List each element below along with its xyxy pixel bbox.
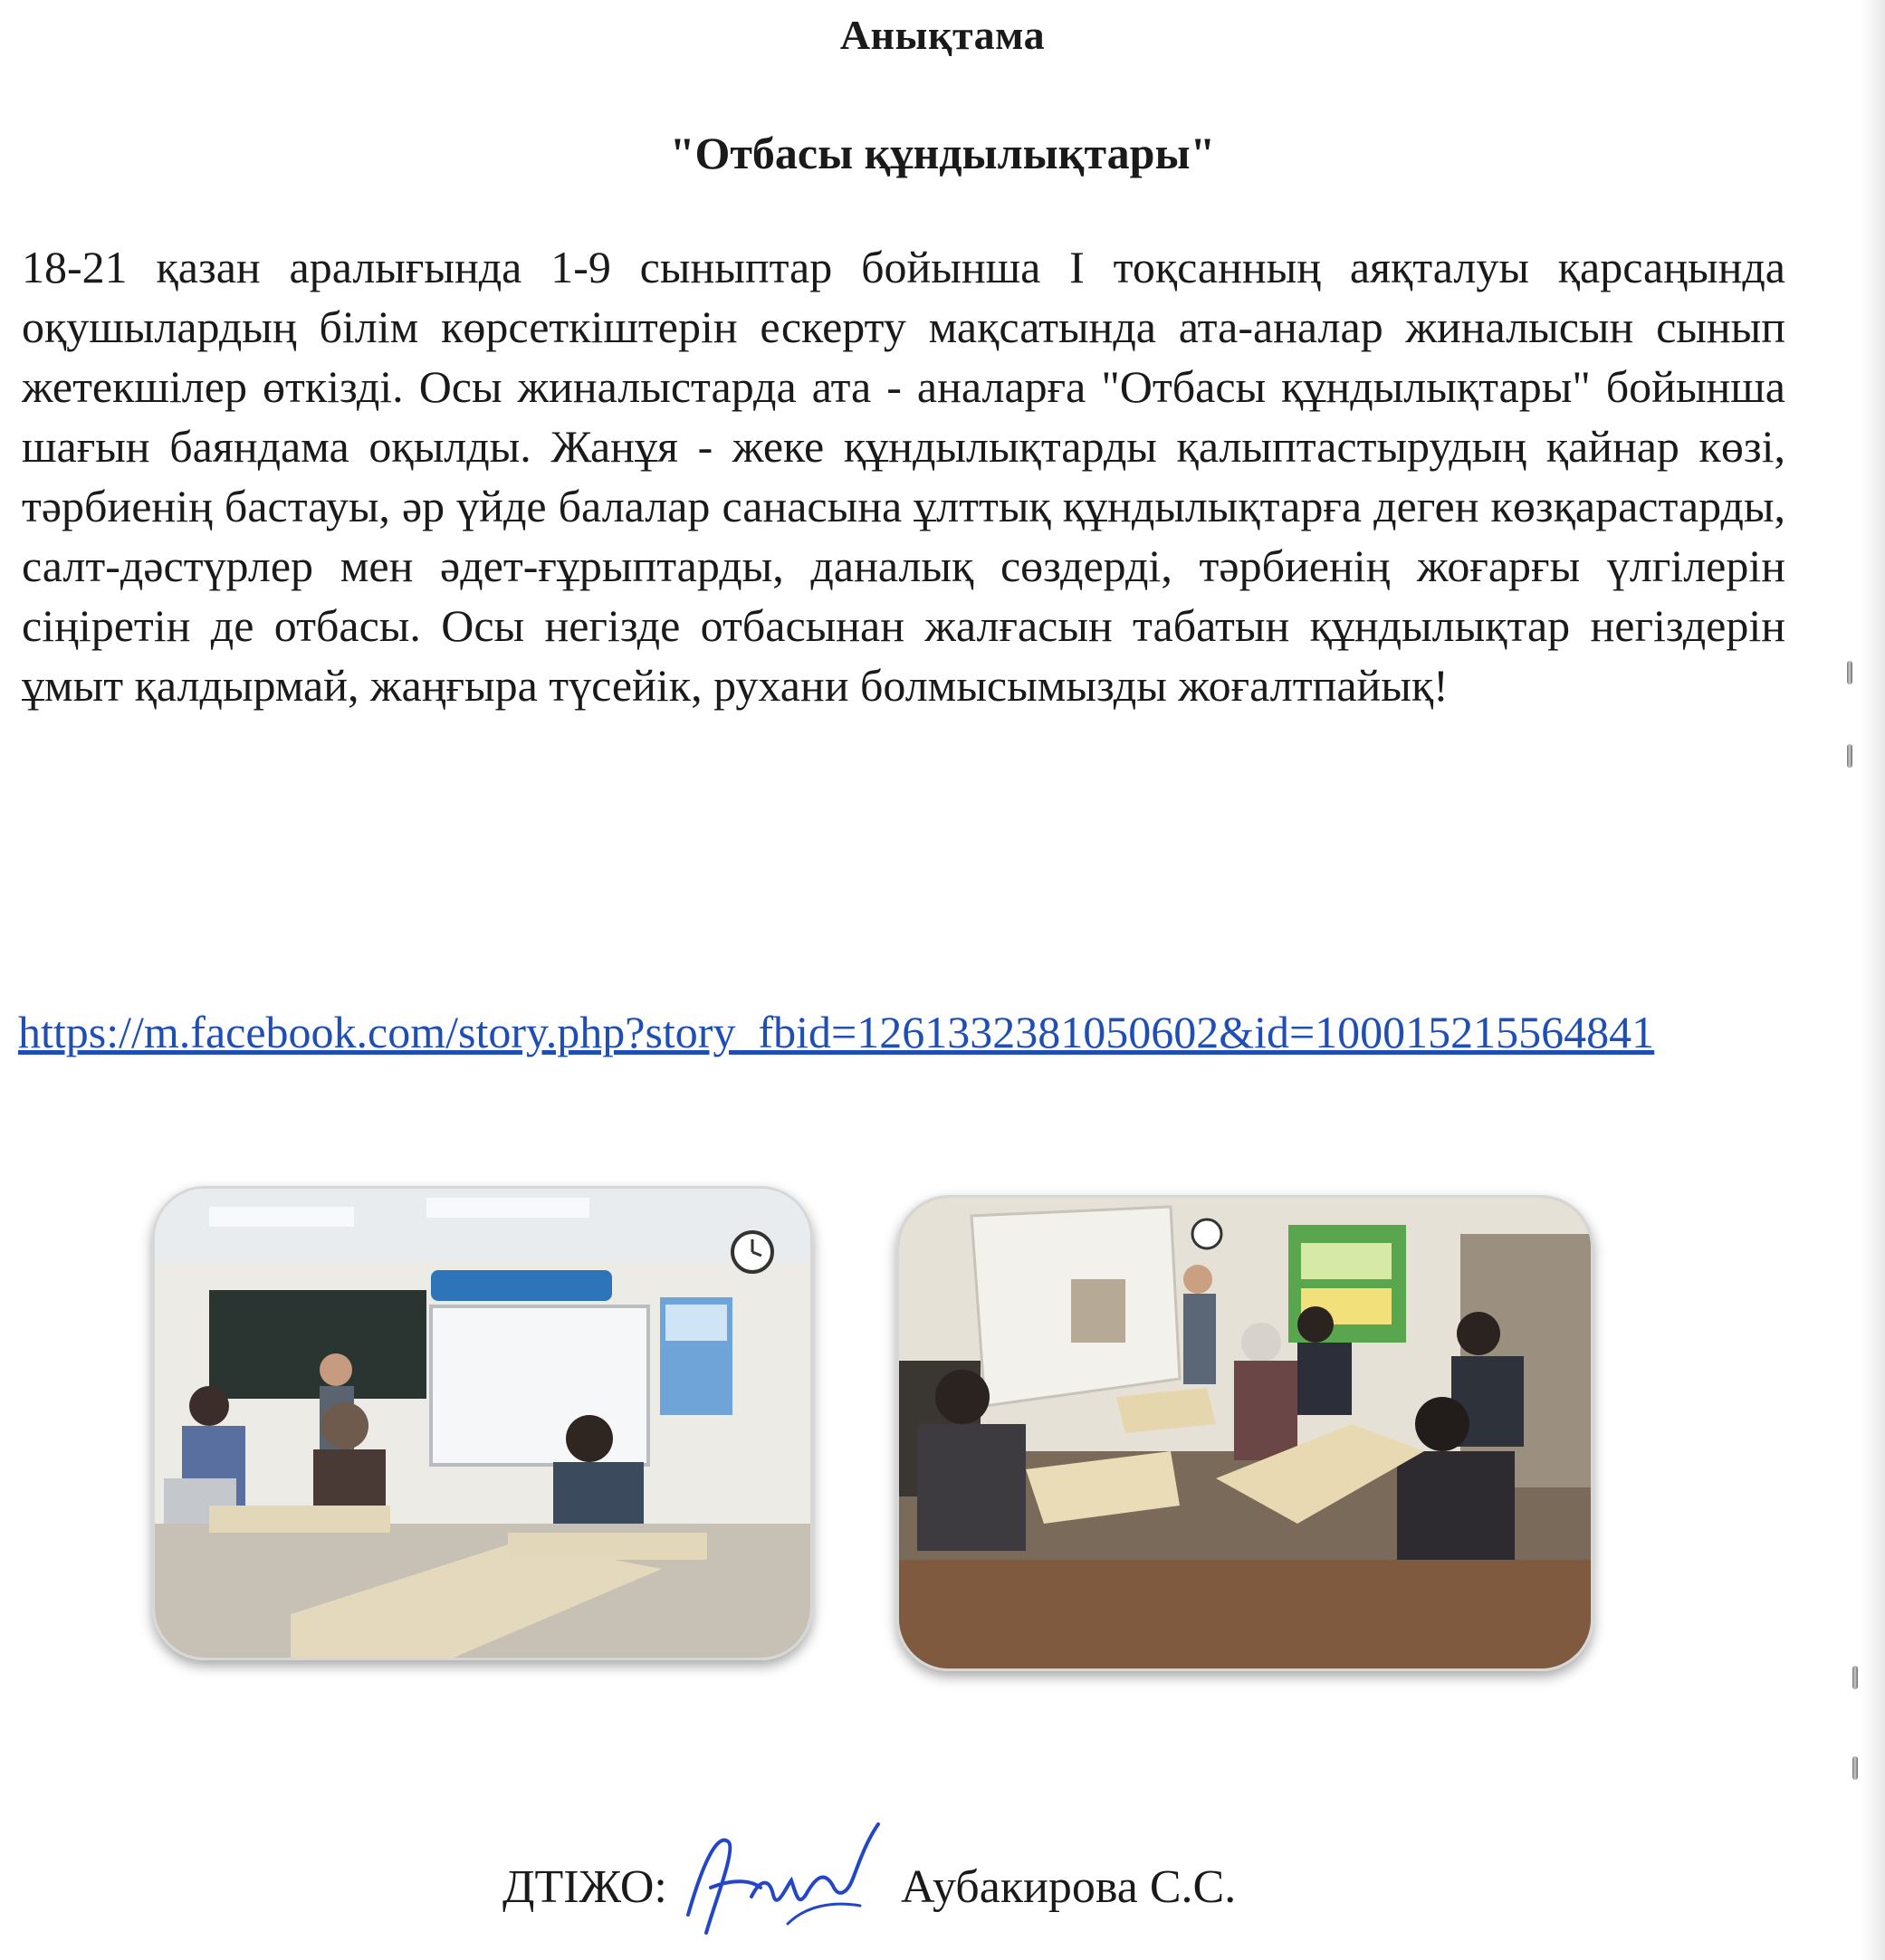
staple-mark xyxy=(1847,661,1852,684)
classroom-meeting-photo-2 xyxy=(896,1195,1593,1671)
staple-mark xyxy=(1852,1756,1858,1780)
signatory-name: Аубакирова С.С. xyxy=(901,1861,1237,1913)
handwritten-signature xyxy=(679,1815,887,1951)
document-subtitle: "Отбасы құндылықтары" xyxy=(669,128,1216,178)
signature-label: ДТІЖО: xyxy=(502,1861,667,1913)
classroom-meeting-photo-1 xyxy=(152,1186,813,1660)
staple-mark xyxy=(1847,744,1852,768)
body-paragraph: 18-21 қазан аралығында 1-9 сыныптар бойынша І тоқсанның аяқталуы қарсаңында оқушылардың білім көрсеткіштерін ескерту мақсатында ата-аналар жиналысын сынып жетекшілер өткізді. Осы жиналыстарда ата - аналарға "Отбасы құндылықтары" бойынша шағын баяндама оқылды. Жанұя - жеке құндылықтарды қалыптастырудың қайнар көзі, тәрбиенің бастауы, әр үйде балалар санасына ұлттық құндылықтарға деген көзқарастарды, салт-дәстүрлер мен әдет-ғұрыптарды, даналық сөздерді, тәрбиенің жоғарғы үлгілерін сіңіретін де отбасы. Осы негізде отбасынан жалғасын табатын құндылықтар негіздерін ұмыт қалдырмай, жаңғыра түсейік, рухани болмысымызды жоғалтпайық! xyxy=(22,242,1785,711)
facebook-link[interactable]: https://m.facebook.com/story.php?story_fbid=1261332381050602&id=100015215564841 xyxy=(18,1007,1655,1057)
staple-mark xyxy=(1852,1666,1858,1689)
page-edge-shadow xyxy=(1861,0,1885,1960)
document-heading: Анықтама xyxy=(839,12,1046,58)
